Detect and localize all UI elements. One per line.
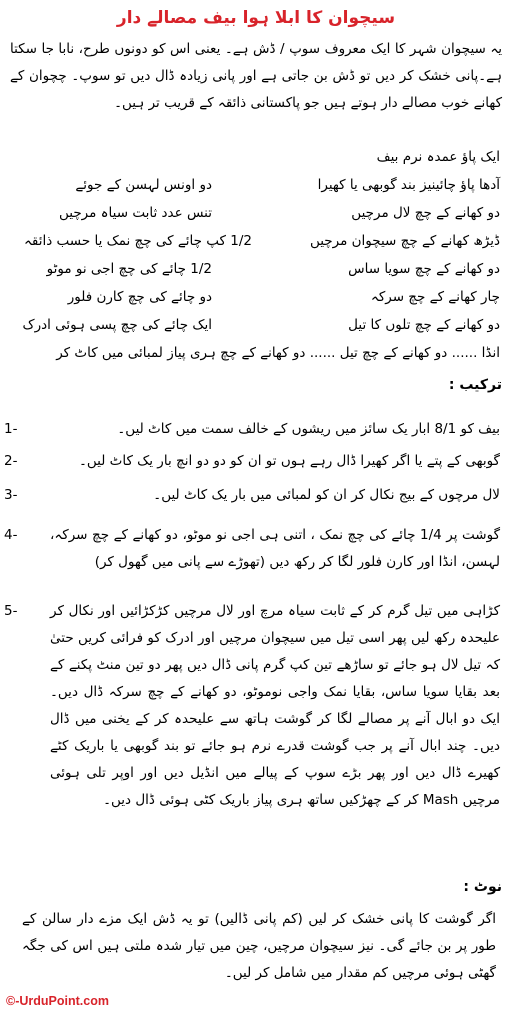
- step-text: لال مرچوں کے بیج نکال کر ان کو لمبائی میں بار یک کاٹ لیں۔: [153, 487, 500, 503]
- step-item: [4, 450, 508, 474]
- step-item: [4, 484, 508, 508]
- note-header: نوٹ :: [463, 879, 502, 895]
- step-item: [4, 418, 508, 442]
- intro-paragraph: یہ سیچوان شہر کا ایک معروف سوپ / ڈش ہے۔ یعنی اس کو دونوں طرح، نابا جا سکتا ہے۔پانی خشک کر دیں تو ڈش بن جاتی ہے اور پانی زیادہ ڈال دیں تو سوپ۔ چچوان کے کھانے خوب مصالے دار ہوتے ہیں جو پاکستانی ذائقہ کے قریب تر ہیں۔: [10, 41, 502, 111]
- ingredient-item: دو کھانے کے چچ سویا ساس: [348, 261, 500, 277]
- footer-copyright: ©-UrduPoint.com: [6, 994, 109, 1008]
- step-number: 2-: [4, 453, 18, 469]
- ingredient-item: چار کھانے کے چچ سرکہ: [370, 289, 500, 305]
- method-header: ترکیب :: [448, 377, 502, 393]
- ingredient-item: تنس عدد ثابت سیاہ مرچیں: [58, 205, 212, 221]
- ingredient-item: دو کھانے کے چچ لال مرچیں: [351, 205, 500, 221]
- ingredient-item: ایک چائے کی چچ پسی ہوئی ادرک: [22, 317, 212, 333]
- step-number: 1-: [4, 421, 18, 437]
- ingredient-item: 1/2 چائے کی چچ اجی نو موٹو: [46, 261, 212, 277]
- ingredient-item: ڈیڑھ کھانے کے چچ سیچوان مرچیں: [309, 233, 500, 249]
- step-text: کڑاہی میں تیل گرم کر کے ثابت سیاہ مرچ اور لال مرچیں کڑکڑائیں اور نکال کر علیحدہ رکھ لیں پھر اسی تیل میں سیچوان مرچیں اور ادرک کو فرائی کریں حتیٰ کہ تیل لال ہو جائے تو ساڑھے تین کپ گرم پانی ڈال دیں پھر دو تین منٹ پکنے کے بعد بقایا سویا ساس، بقایا نمک واجی نوموٹو، دو کھانے کے چچ سرکہ ڈال دیں۔ایک دو ابال آنے پر مصالے لگا کر گوشت ہاتھ سے علیحدہ کر کے یخنی میں ڈال دیں۔ چند ابال آنے پر جب گوشت قدرے نرم ہو جائے تو بند گوبھی یا باریک کٹے کھیرے ڈال دیں اور پھر بڑے سوپ کے پیالے میں انڈیل دیں اور اوپر تلی ہوئی مرچیں Mash کر کے چھڑکیں ساتھ ہری پیاز باریک کٹی ہوئی ڈال دیں۔: [50, 603, 500, 808]
- ingredient-item: دو کھانے کے چچ تلوں کا تیل: [348, 317, 500, 333]
- step-text: گوشت پر 1/4 چائے کی چچ نمک ، اتنی ہی اجی نو موٹو، دو کھانے کے چچ سرکہ، لہسن، انڈا اور کارن فلور لگا کر رکھ دیں (تھوڑے سے پانی میں گھول کر): [50, 527, 501, 570]
- recipe-title: سیچوان کا ابلا ہوا بیف مصالے دار: [116, 8, 396, 28]
- ingredient-item: دو چائے کی چچ کارن فلور: [67, 289, 212, 305]
- step-text: گوبھی کے پتے یا اگر کھیرا ڈال رہے ہوں تو ان کو دو دو انچ بار یک کاٹ لیں۔: [78, 453, 500, 469]
- ingredient-item: دو اونس لہسن کے جوئے: [75, 177, 212, 193]
- step-number: 4-: [4, 527, 18, 543]
- note-text: اگر گوشت کا پانی خشک کر لیں (کم پانی ڈالیں) تو یہ ڈش ایک مزے دار سالن کے طور پر بن جائے گی۔ نیز سیچوان مرچیں، چین میں تیار شدہ ملتی ہیں اس کی جگہ گھٹی ہوئی مرچیں کم مقدار میں شامل کر لیں۔: [22, 911, 496, 981]
- step-number: 5-: [4, 603, 18, 619]
- ingredient-item: آدھا پاؤ چائینیز بند گوبھی یا کھیرا: [317, 177, 500, 193]
- ingredients-header: ایک پاؤ عمدہ نرم بیف: [376, 149, 500, 165]
- step-number: 3-: [4, 487, 18, 503]
- ingredient-item-last: انڈا ...... دو کھانے کے چچ تیل ...... دو کھانے کے چچ ہری پیاز لمبائی میں کاٹ کر: [56, 345, 500, 361]
- step-item: [4, 522, 508, 582]
- step-item: [4, 598, 508, 858]
- step-text: بیف کو 8/1 ابار یک سائز میں ریشوں کے خالف سمت میں کاٹ لیں۔: [117, 421, 500, 437]
- ingredient-item: 1/2 کپ چائے کی چچ نمک یا حسب ذائقہ: [23, 233, 252, 249]
